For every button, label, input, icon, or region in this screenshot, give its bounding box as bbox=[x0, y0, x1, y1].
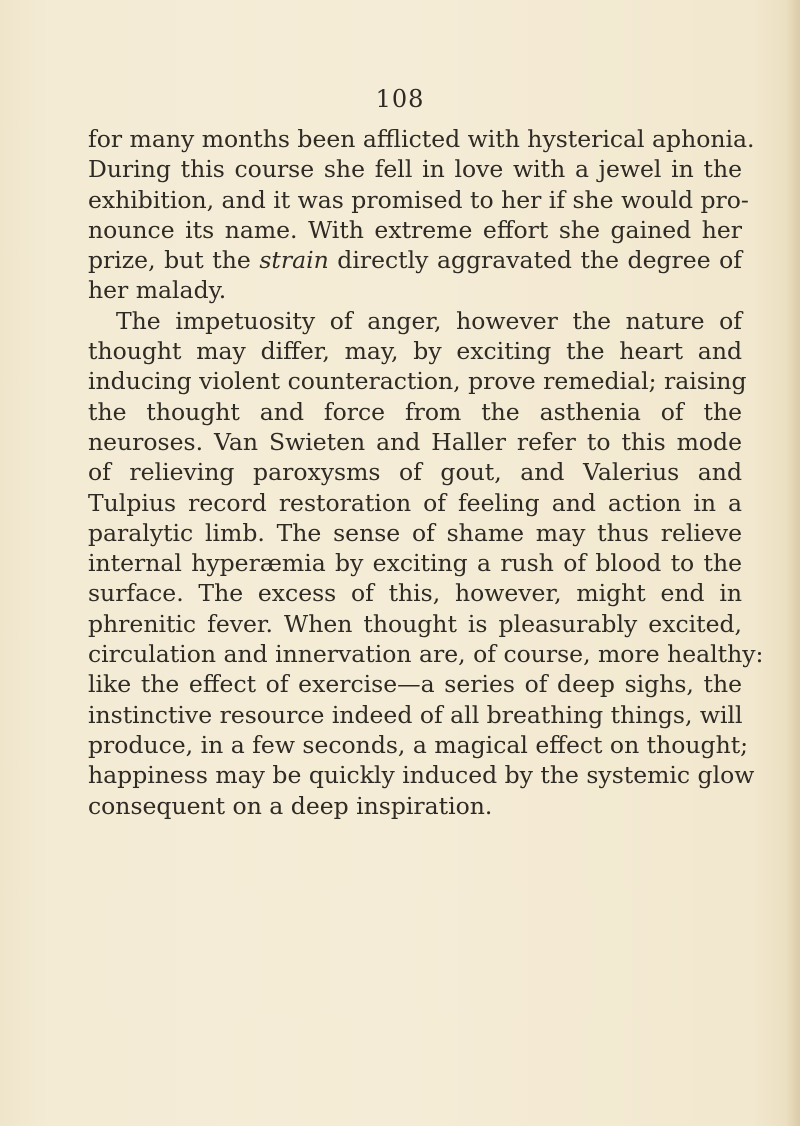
text-segment: circulation and innervation are, of course, more healthy: bbox=[88, 640, 764, 669]
text-line bbox=[88, 578, 742, 608]
text-line bbox=[88, 245, 742, 275]
text-segment: phrenitic fever. When thought is pleasurably excited, bbox=[88, 609, 742, 638]
text-segment: internal hyperæmia by exciting a rush of blood to the bbox=[88, 549, 742, 578]
text-line bbox=[88, 457, 742, 487]
text-line bbox=[88, 397, 742, 427]
text-segment: Tulpius record restoration of feeling and action in a bbox=[88, 488, 742, 517]
text-segment: her malady. bbox=[88, 276, 227, 305]
text-line bbox=[88, 518, 742, 548]
text-line bbox=[88, 185, 749, 215]
text-line bbox=[88, 488, 742, 518]
text-segment: like the effect of exercise—a series of deep sighs, the bbox=[88, 670, 742, 699]
text-segment: surface. The excess of this, however, might end in bbox=[88, 579, 742, 608]
text-line bbox=[88, 760, 755, 790]
page-edge-shadow bbox=[786, 0, 800, 1126]
text-line bbox=[88, 669, 742, 699]
text-segment: thought may differ, may, by exciting the heart and bbox=[88, 337, 742, 366]
text-segment: exhibition, and it was promised to her if she would pro- bbox=[88, 185, 749, 214]
text-line bbox=[88, 275, 742, 305]
text-line bbox=[88, 427, 742, 457]
text-segment: prize, but the bbox=[88, 246, 260, 275]
text-segment: for many months been afflicted with hysterical aphonia. bbox=[88, 125, 755, 153]
text-line bbox=[88, 366, 747, 396]
text-line bbox=[88, 730, 749, 760]
text-segment: The impetuosity of anger, however the nature of bbox=[116, 306, 742, 335]
text-line bbox=[88, 154, 742, 184]
italic-word: strain bbox=[259, 246, 329, 275]
body-text bbox=[88, 124, 764, 821]
text-segment: inducing violent counteraction, prove remedial; raising bbox=[88, 367, 747, 396]
page-number: 108 bbox=[375, 85, 425, 113]
text-line bbox=[88, 124, 755, 154]
text-segment: nounce its name. With extreme effort she gained her bbox=[88, 215, 742, 244]
text-segment: produce, in a few seconds, a magical effect on thought; bbox=[88, 730, 749, 759]
text-line bbox=[88, 639, 764, 669]
text-line bbox=[88, 215, 742, 245]
text-line bbox=[88, 336, 742, 366]
text-line bbox=[88, 791, 742, 821]
text-line bbox=[88, 609, 742, 639]
text-segment: During this course she fell in love with a jewel in the bbox=[88, 155, 742, 184]
text-segment: directly aggravated the degree of bbox=[328, 246, 742, 275]
text-segment: happiness may be quickly induced by the systemic glow bbox=[88, 761, 755, 790]
text-segment: neuroses. Van Swieten and Haller refer to this mode bbox=[88, 427, 742, 456]
text-segment: paralytic limb. The sense of shame may thus relieve bbox=[88, 518, 742, 547]
text-segment: of relieving paroxysms of gout, and Valerius and bbox=[88, 458, 742, 487]
text-segment: instinctive resource indeed of all breathing things, will bbox=[88, 700, 743, 729]
text-segment: consequent on a deep inspiration. bbox=[88, 791, 493, 820]
text-line bbox=[88, 306, 742, 336]
text-line bbox=[88, 548, 742, 578]
text-segment: the thought and force from the asthenia of the bbox=[88, 397, 742, 426]
text-line bbox=[88, 700, 742, 730]
